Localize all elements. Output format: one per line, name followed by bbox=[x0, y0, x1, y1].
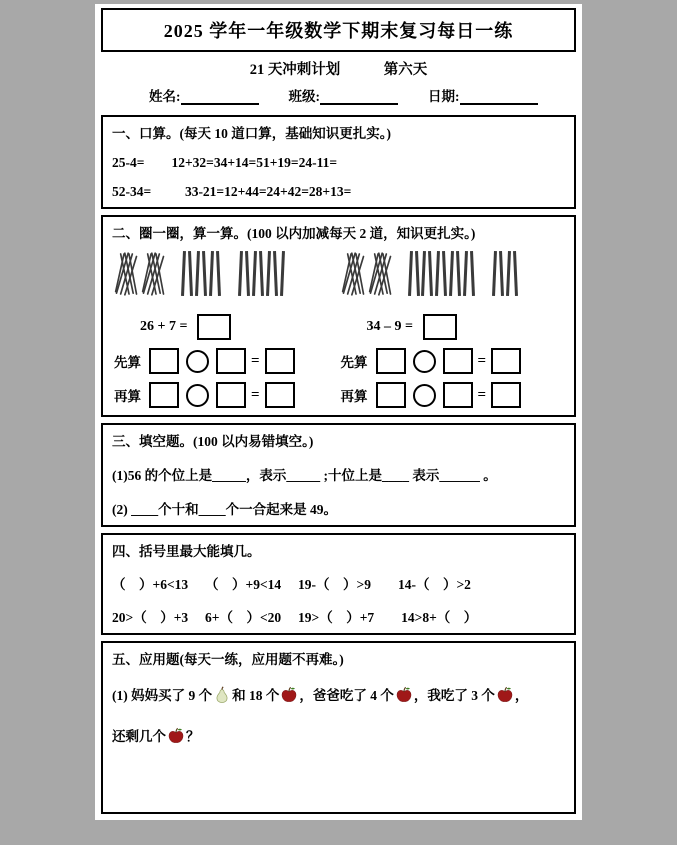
stick-icon bbox=[188, 251, 192, 296]
stick-icon bbox=[470, 251, 474, 296]
class-label: 班级: bbox=[288, 89, 320, 104]
brackets-line-2: 20>（ ）+3 6+（ ）<20 19>（ ）+7 14>8+（ ） bbox=[112, 610, 478, 625]
stick-bundle-icon bbox=[341, 248, 366, 300]
stick-group bbox=[407, 248, 476, 296]
stick-icon bbox=[421, 251, 425, 296]
stick-icon bbox=[463, 251, 467, 296]
stick-bundle-icon bbox=[114, 248, 139, 300]
stick-icon bbox=[280, 251, 284, 296]
stick-icon bbox=[259, 251, 263, 296]
name-field bbox=[149, 85, 259, 105]
equals-sign: = bbox=[251, 386, 260, 403]
answer-box bbox=[443, 382, 473, 408]
stick-problem-right bbox=[339, 245, 566, 408]
stick-icon bbox=[492, 251, 496, 296]
section-word-problems bbox=[101, 641, 576, 814]
apple-icon bbox=[167, 727, 185, 745]
text-run: ，我吃了 3 个 bbox=[413, 688, 495, 703]
section3-heading: 三、填空题。(100 以内易错填空。) bbox=[112, 434, 314, 449]
answer-box bbox=[149, 382, 179, 408]
answer-box bbox=[376, 348, 406, 374]
problem-text: 34 – 9 = bbox=[366, 319, 413, 334]
then-calc-row bbox=[341, 382, 564, 408]
stick-icon bbox=[195, 251, 199, 296]
date-label: 日期: bbox=[428, 89, 460, 104]
apple-icon bbox=[395, 686, 413, 704]
stick-group bbox=[237, 248, 285, 296]
stick-icon bbox=[252, 251, 256, 296]
equals-sign: = bbox=[251, 352, 260, 369]
worksheet-title-box bbox=[101, 8, 576, 52]
class-field bbox=[289, 85, 399, 105]
answer-box bbox=[491, 348, 521, 374]
text-run: ，爸爸吃了 4 个 bbox=[299, 688, 394, 703]
then-calc-label: 再算 bbox=[114, 389, 141, 404]
fill-blank-item-2: (2) ____个十和____个一合起来是 49。 bbox=[112, 502, 337, 517]
oral-calc-line-2: 52-34= 33-21=12+44=24+42=28+13= bbox=[112, 184, 352, 199]
equals-sign: = bbox=[477, 352, 487, 369]
stick-bundle-icon bbox=[141, 248, 166, 300]
problem-row-right bbox=[367, 314, 564, 340]
stick-bundles bbox=[341, 248, 395, 300]
section-max-in-brackets bbox=[101, 533, 576, 635]
pear-icon bbox=[213, 686, 231, 704]
fill-blank-item-1: (1)56 的个位上是_____，表示_____ ;十位上是____ 表示______ 。 bbox=[112, 468, 497, 483]
first-calc-row bbox=[341, 348, 564, 374]
first-calc-row bbox=[114, 348, 337, 374]
first-calc-label: 先算 bbox=[114, 355, 141, 370]
stick-icon bbox=[506, 251, 510, 296]
name-label: 姓名: bbox=[149, 89, 181, 104]
stick-group bbox=[491, 248, 519, 296]
stick-icon bbox=[238, 251, 242, 296]
stick-group bbox=[180, 248, 221, 296]
text-run: (1) 妈妈买了 9 个 bbox=[112, 688, 213, 703]
text-run: ， bbox=[514, 688, 529, 703]
stick-icon bbox=[209, 251, 213, 296]
problem-row-left bbox=[140, 314, 337, 340]
answer-box bbox=[443, 348, 473, 374]
section-circle-and-calculate bbox=[101, 215, 576, 417]
stick-icon bbox=[428, 251, 432, 296]
answer-box bbox=[149, 348, 179, 374]
stick-problem-left bbox=[112, 245, 339, 408]
apple-icon bbox=[280, 686, 298, 704]
section4-heading: 四、括号里最大能填几。 bbox=[112, 544, 261, 559]
section5-heading: 五、应用题(每天一练，应用题不再难。) bbox=[112, 652, 344, 667]
stick-icon bbox=[245, 251, 249, 296]
word-problem-line-1 bbox=[112, 682, 565, 709]
date-field bbox=[428, 85, 538, 105]
then-calc-row bbox=[114, 382, 337, 408]
stick-icon bbox=[449, 251, 453, 296]
stick-icon bbox=[273, 251, 277, 296]
answer-box bbox=[197, 314, 231, 340]
answer-box bbox=[265, 382, 295, 408]
counting-sticks-image-left bbox=[114, 245, 337, 308]
name-blank bbox=[181, 88, 259, 105]
stick-bundles bbox=[114, 248, 168, 300]
stick-icon bbox=[216, 251, 220, 296]
section1-heading: 一、口算。(每天 10 道口算，基础知识更扎实。) bbox=[112, 126, 391, 141]
section-fill-in-blanks bbox=[101, 423, 576, 527]
operator-circle bbox=[186, 384, 209, 407]
text-run: ？ bbox=[186, 729, 200, 744]
brackets-line-1: （ ）+6<13 （ ）+9<14 19-（ ）>9 14-（ ）>2 bbox=[112, 577, 471, 592]
worksheet-page bbox=[95, 4, 582, 820]
section2-heading: 二、圈一圈，算一算。(100 以内加减每天 2 道，知识更扎实。) bbox=[112, 226, 476, 241]
stick-problems bbox=[112, 245, 565, 408]
operator-circle bbox=[186, 350, 209, 373]
text-run: 还剩几个 bbox=[112, 729, 166, 744]
counting-sticks-image-right bbox=[341, 245, 564, 308]
stick-icon bbox=[415, 251, 419, 296]
then-calc-label: 再算 bbox=[340, 389, 368, 404]
student-info-row bbox=[149, 85, 576, 105]
answer-box bbox=[376, 382, 406, 408]
section-oral-calculation bbox=[101, 115, 576, 209]
stick-icon bbox=[442, 251, 446, 296]
operator-circle bbox=[413, 384, 436, 407]
answer-box bbox=[423, 314, 457, 340]
text-run: 和 18 个 bbox=[232, 688, 280, 703]
stick-icon bbox=[408, 251, 412, 296]
stick-icon bbox=[202, 251, 206, 296]
stick-bundle-icon bbox=[368, 248, 393, 300]
answer-box bbox=[216, 382, 246, 408]
operator-circle bbox=[413, 350, 436, 373]
word-problem-line-2 bbox=[112, 723, 565, 750]
subtitle: 21 天冲刺计划 第六天 bbox=[249, 62, 428, 78]
page-title: 2025 学年一年级数学下期末复习每日一练 bbox=[163, 21, 514, 41]
stick-icon bbox=[513, 251, 517, 296]
stick-icon bbox=[266, 251, 270, 296]
stick-icon bbox=[499, 251, 503, 296]
equals-sign: = bbox=[477, 386, 487, 403]
date-blank bbox=[460, 88, 538, 105]
answer-box bbox=[491, 382, 521, 408]
answer-box bbox=[216, 348, 246, 374]
problem-text: 26 + 7 = bbox=[140, 319, 188, 334]
stick-icon bbox=[456, 251, 460, 296]
answer-box bbox=[265, 348, 295, 374]
stick-icon bbox=[181, 251, 185, 296]
stick-icon bbox=[435, 251, 439, 296]
class-blank bbox=[320, 88, 398, 105]
apple-icon bbox=[496, 686, 514, 704]
first-calc-label: 先算 bbox=[340, 355, 368, 370]
oral-calc-line-1: 25-4= 12+32=34+14=51+19=24-11= bbox=[112, 155, 338, 170]
